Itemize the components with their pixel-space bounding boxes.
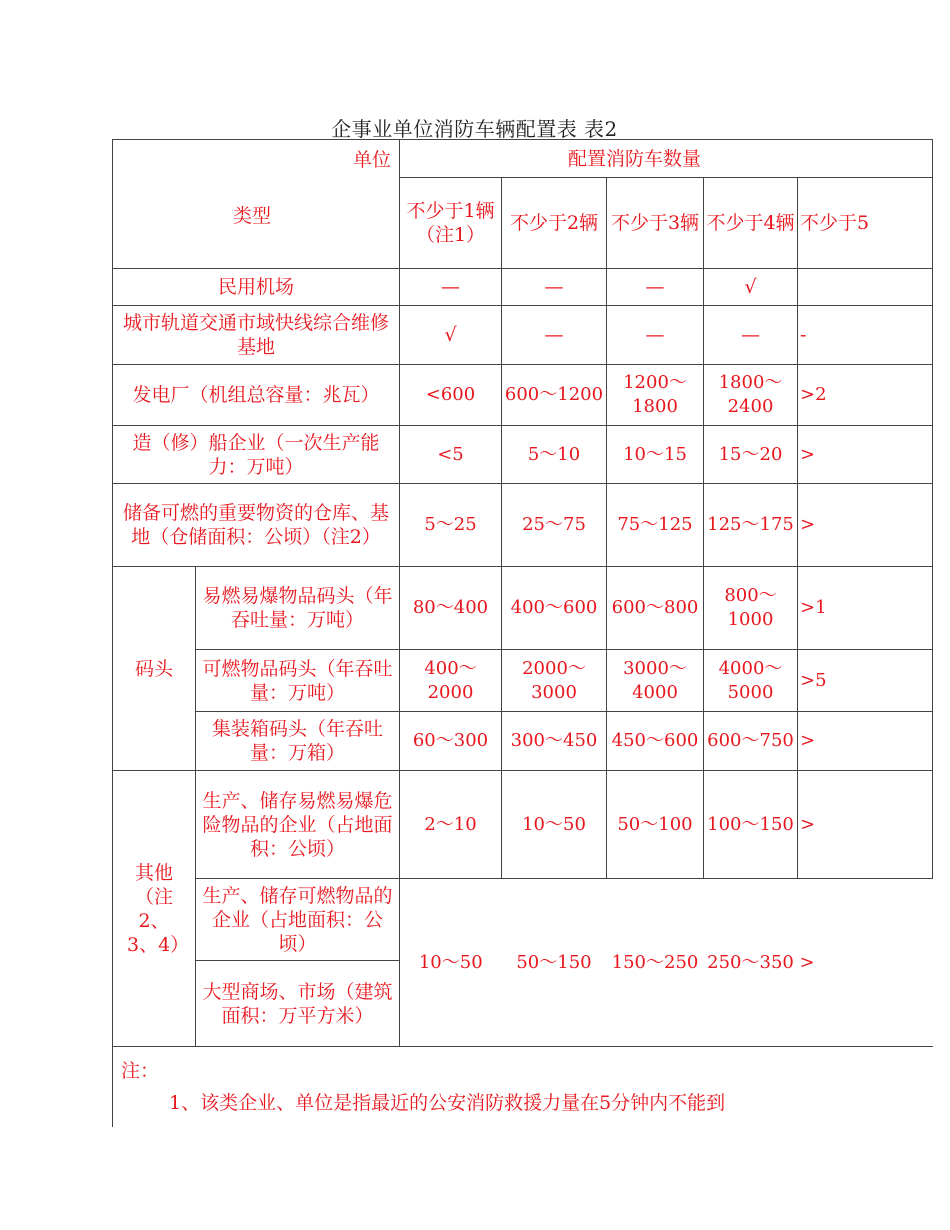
notes-heading: 注： (121, 1060, 160, 1082)
row-label: 易燃易爆物品码头（年吞吐量：万吨） (196, 567, 400, 650)
table-viewport (112, 139, 870, 1139)
row-label: 储备可燃的重要物资的仓库、基地（仓储面积：公顷）（注2） (113, 484, 400, 567)
cell: 2～10 (400, 771, 502, 879)
cell: √ (704, 269, 798, 306)
cell: 10～50 (502, 771, 607, 879)
notes-cell (113, 1047, 933, 1127)
cell: 300～450 (502, 712, 607, 771)
cell: > (798, 771, 933, 879)
cell: 3000～4000 (607, 650, 704, 712)
table-row-storage (113, 484, 933, 567)
row-group-wharf: 码头 (113, 567, 196, 771)
table-row-ship (113, 426, 933, 484)
row-label: 可燃物品码头（年吞吐量：万吨） (196, 650, 400, 712)
table-row-airport (113, 269, 933, 306)
table-row-other-2 (113, 879, 933, 961)
table-row-other-1 (113, 771, 933, 879)
header-col-5: 不少于5 (798, 178, 933, 269)
header-col-4: 不少于4辆 (704, 178, 798, 269)
cell: 600～750 (704, 712, 798, 771)
row-label: 生产、储存易燃易爆危险物品的企业（占地面积：公顷） (196, 771, 400, 879)
cell: <600 (400, 365, 502, 426)
cell: 4000～5000 (704, 650, 798, 712)
cell: 5～25 (400, 484, 502, 567)
header-corner-cell (113, 140, 400, 269)
cell: 5～10 (502, 426, 607, 484)
cell: 50～150 (516, 951, 592, 973)
cell: 80～400 (400, 567, 502, 650)
cell: 10～50 (418, 951, 483, 973)
cell: >2 (798, 365, 933, 426)
cell: 450～600 (607, 712, 704, 771)
row-label: 民用机场 (113, 269, 400, 306)
cell: 800～1000 (704, 567, 798, 650)
cell: — (502, 269, 607, 306)
header-type-label: 类型 (233, 205, 272, 227)
cell: 50～100 (607, 771, 704, 879)
cell: > (798, 426, 933, 484)
cell: — (502, 306, 607, 365)
cell: 600～1200 (502, 365, 607, 426)
cell: 250～350 (707, 951, 794, 973)
cell: 125～175 (704, 484, 798, 567)
cell: > (798, 484, 933, 567)
cell: — (607, 306, 704, 365)
row-label: 发电厂（机组总容量：兆瓦） (113, 365, 400, 426)
cell: — (704, 306, 798, 365)
header-col-1: 不少于1辆（注1） (400, 178, 502, 269)
header-col-3: 不少于3辆 (607, 178, 704, 269)
header-group-label: 配置消防车数量 (400, 140, 933, 178)
cell: — (400, 269, 502, 306)
cell: 2000～3000 (502, 650, 607, 712)
row-label: 造（修）船企业（一次生产能力：万吨） (113, 426, 400, 484)
cell: 100～150 (704, 771, 798, 879)
table-row-wharf-3 (113, 712, 933, 771)
header-row-1 (113, 140, 933, 178)
cell: > (798, 712, 933, 771)
row-label: 集装箱码头（年吞吐量：万箱） (196, 712, 400, 771)
fire-vehicle-config-table (112, 139, 933, 1127)
table-row-wharf-2 (113, 650, 933, 712)
cell: 400～600 (502, 567, 607, 650)
cell: 150～250 (611, 951, 699, 973)
cell: >1 (798, 567, 933, 650)
cell: - (798, 306, 933, 365)
cell: 25～75 (502, 484, 607, 567)
cell: √ (400, 306, 502, 365)
table-row-power (113, 365, 933, 426)
table-title: 企事业单位消防车辆配置表 表2 (331, 117, 618, 141)
row-label: 大型商场、市场（建筑面积：万平方米） (196, 961, 400, 1047)
cell: 1800～2400 (704, 365, 798, 426)
row-group-other: 其他（注2、3、4） (113, 771, 196, 1047)
cell: <5 (400, 426, 502, 484)
cell: >5 (798, 650, 933, 712)
cell: 75～125 (607, 484, 704, 567)
table-row-wharf-1 (113, 567, 933, 650)
cell: > (799, 951, 815, 973)
cell: 60～300 (400, 712, 502, 771)
cell: — (607, 269, 704, 306)
cell (798, 269, 933, 306)
cell: 1200～1800 (607, 365, 704, 426)
cell: 15～20 (704, 426, 798, 484)
note-1: 1、该类企业、单位是指最近的公安消防救援力量在5分钟内不能到 (169, 1092, 726, 1114)
cell: 400～2000 (400, 650, 502, 712)
header-unit-label: 单位 (352, 149, 391, 171)
row-label: 生产、储存可燃物品的企业（占地面积：公顷） (196, 879, 400, 961)
cell: 600～800 (607, 567, 704, 650)
cell: 10～15 (607, 426, 704, 484)
table-row-metro (113, 306, 933, 365)
header-col-2: 不少于2辆 (502, 178, 607, 269)
notes-row (113, 1047, 933, 1127)
row-label: 城市轨道交通市域快线综合维修基地 (113, 306, 400, 365)
